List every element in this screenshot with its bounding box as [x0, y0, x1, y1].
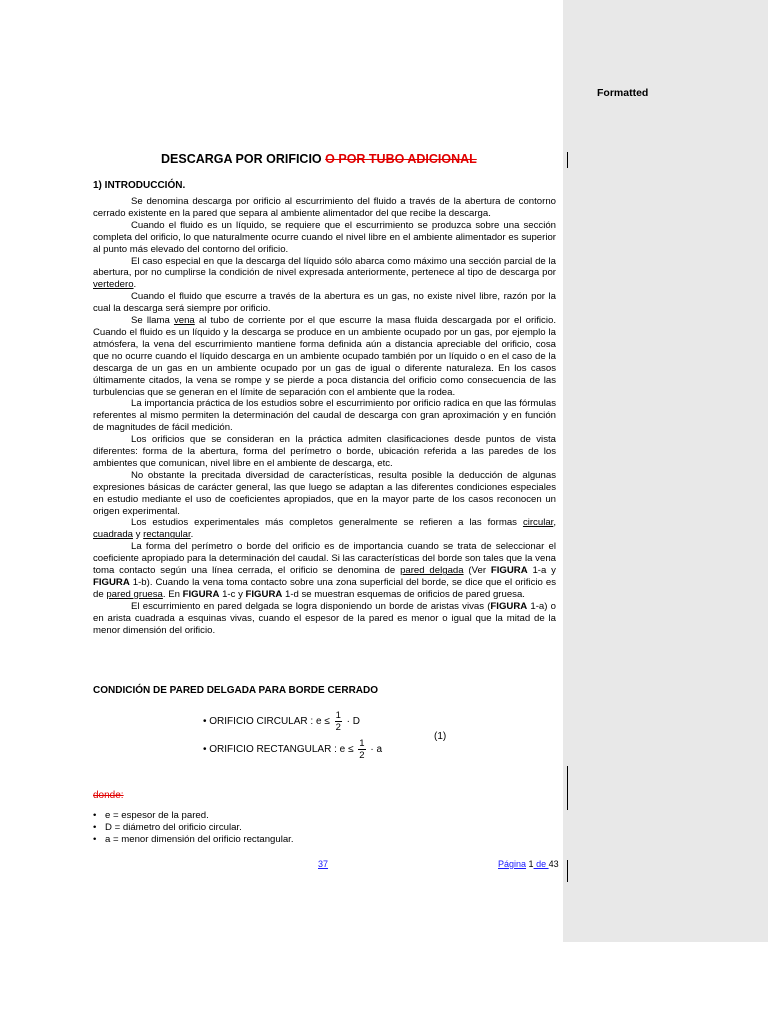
paragraph: Se llama vena al tubo de corriente por el que escurre la masa fluida descargada por el orificio. Cuando el fluido es un líquido y la descarga se produce en un ambiente ocupado por un gas, por ejemplo la atmósfera, la vena del escurrimiento mantiene forma definida aún a distancia apreciable del orificio, cosa que no ocurre cuando el líquido descarga en un ambiente ocupado también por un líquido o en el caso de la descarga de un gas en un ambiente ocupado por un gas de igual o diferente naturaleza. En los casos últimamente citados, la vena se rompe y se pierde a poca distancia del orificio como consecuencia de las turbulencias que se generan en el límite de separación con el ambiente que la rodea. — [93, 315, 556, 398]
section-heading-introduccion: 1) INTRODUCCIÓN. — [93, 180, 186, 191]
paragraph: Los orificios que se consideran en la práctica admiten clasificaciones desde puntos de vista diferentes: forma de la abertura, forma del perímetro o borde, ubicación referida a las paredes de los ambientes que comunican, nivel libre en el ambiente de descarga, etc. — [93, 434, 556, 469]
equation-number: (1) — [434, 731, 447, 742]
page-counter: Página 1 de 43 — [498, 859, 559, 869]
list-item: • a = menor dimensión del orificio rectangular. — [93, 834, 294, 846]
paragraph: El caso especial en que la descarga del líquido sólo abarca como máximo una sección parcial de la abertura, por no cumplirse la condición de nivel expresada anteriormente, pertenece al tipo de descarga por vertedero. — [93, 255, 556, 291]
body-text — [93, 196, 556, 637]
change-bar-title — [567, 152, 568, 168]
paragraph: No obstante la precitada diversidad de características, resulta posible la deducción de algunas expresiones básicas de carácter general, las que luego se adaptan a las diferentes condiciones especiales en estudio mediante el uso de coeficientes apropiados, que en la mayor parte de los casos reconocen un origen experimental. — [93, 469, 556, 517]
paragraph: Cuando el fluido que escurre a través de la abertura es un gas, no existe nivel libre, razón por la cual la descarga será siempre por orificio. — [93, 291, 556, 315]
donde-deleted: donde: — [93, 790, 124, 801]
fraction-one-half: $\frac{1}{2}$ — [335, 710, 341, 733]
paragraph: La importancia práctica de los estudios sobre el escurrimiento por orificio radica en que las fórmulas referentes al mismo permiten la determinación del caudal de descarga con gran aproximación y en función de magnitudes de fácil medición. — [93, 398, 556, 434]
list-item: • e = espesor de la pared. — [93, 810, 294, 822]
equation-rectangular: • ORIFICIO RECTANGULAR : e ≤ $\frac{1}{2}$ · a — [203, 738, 383, 761]
change-bar-footer — [567, 860, 568, 882]
document-title — [161, 152, 477, 166]
list-item: • D = diámetro del orificio circular. — [93, 822, 294, 834]
fraction-one-half: $\frac{1}{2}$ — [359, 738, 365, 761]
section-heading-pared-delgada: CONDICIÓN DE PARED DELGADA PARA BORDE CERRADO — [93, 685, 379, 696]
paragraph: Cuando el fluido es un líquido, se requiere que el escurrimiento se produzca sobre una sección completa del orificio, lo que naturalmente ocurre cuando el nivel libre en el ambiente alimentador es superior al punto más elevado del contorno del orificio. — [93, 219, 556, 255]
paragraph: La forma del perímetro o borde del orificio es de importancia cuando se trata de seleccionar el coeficiente apropiado para la determinación del caudal. Si las características del borde son tales que la vena toma contacto según una línea cerrada, el orificio se denomina de pared delgada (Ver FIGURA 1-a y FIGURA 1-b). Cuando la vena toma contacto sobre una zona superficial del borde, se dice que el orificio es de pared gruesa. En FIGURA 1-c y FIGURA 1-d se muestran esquemas de orificios de pared gruesa. — [93, 541, 556, 600]
definitions-list — [93, 810, 294, 846]
change-bar-donde — [567, 766, 568, 810]
pagina-link[interactable]: Página — [498, 859, 527, 869]
title-deleted: O POR TUBO ADICIONAL — [325, 152, 477, 166]
comment-margin — [563, 0, 768, 942]
formatted-label: Formatted — [597, 87, 649, 99]
title-main: DESCARGA POR ORIFICIO — [161, 152, 322, 166]
paragraph: Los estudios experimentales más completos generalmente se refieren a las formas circular, cuadrada y rectangular. — [93, 517, 556, 541]
equation-circular: • ORIFICIO CIRCULAR : e ≤ $\frac{1}{2}$ · D — [203, 710, 360, 733]
page-number-link[interactable]: 37 — [318, 859, 329, 869]
paragraph: Se denomina descarga por orificio al escurrimiento del fluido a través de la abertura de contorno cerrado existente en la pared que separa al ambiente alimentador del que recibe la descarga. — [93, 196, 556, 219]
paragraph: El escurrimiento en pared delgada se logra disponiendo un borde de aristas vivas (FIGURA 1-a) o en arista cuadrada a esquinas vivas, cuando el espesor de la pared es menor o igual que la mitad de la menor dimensión del orificio. — [93, 600, 556, 636]
